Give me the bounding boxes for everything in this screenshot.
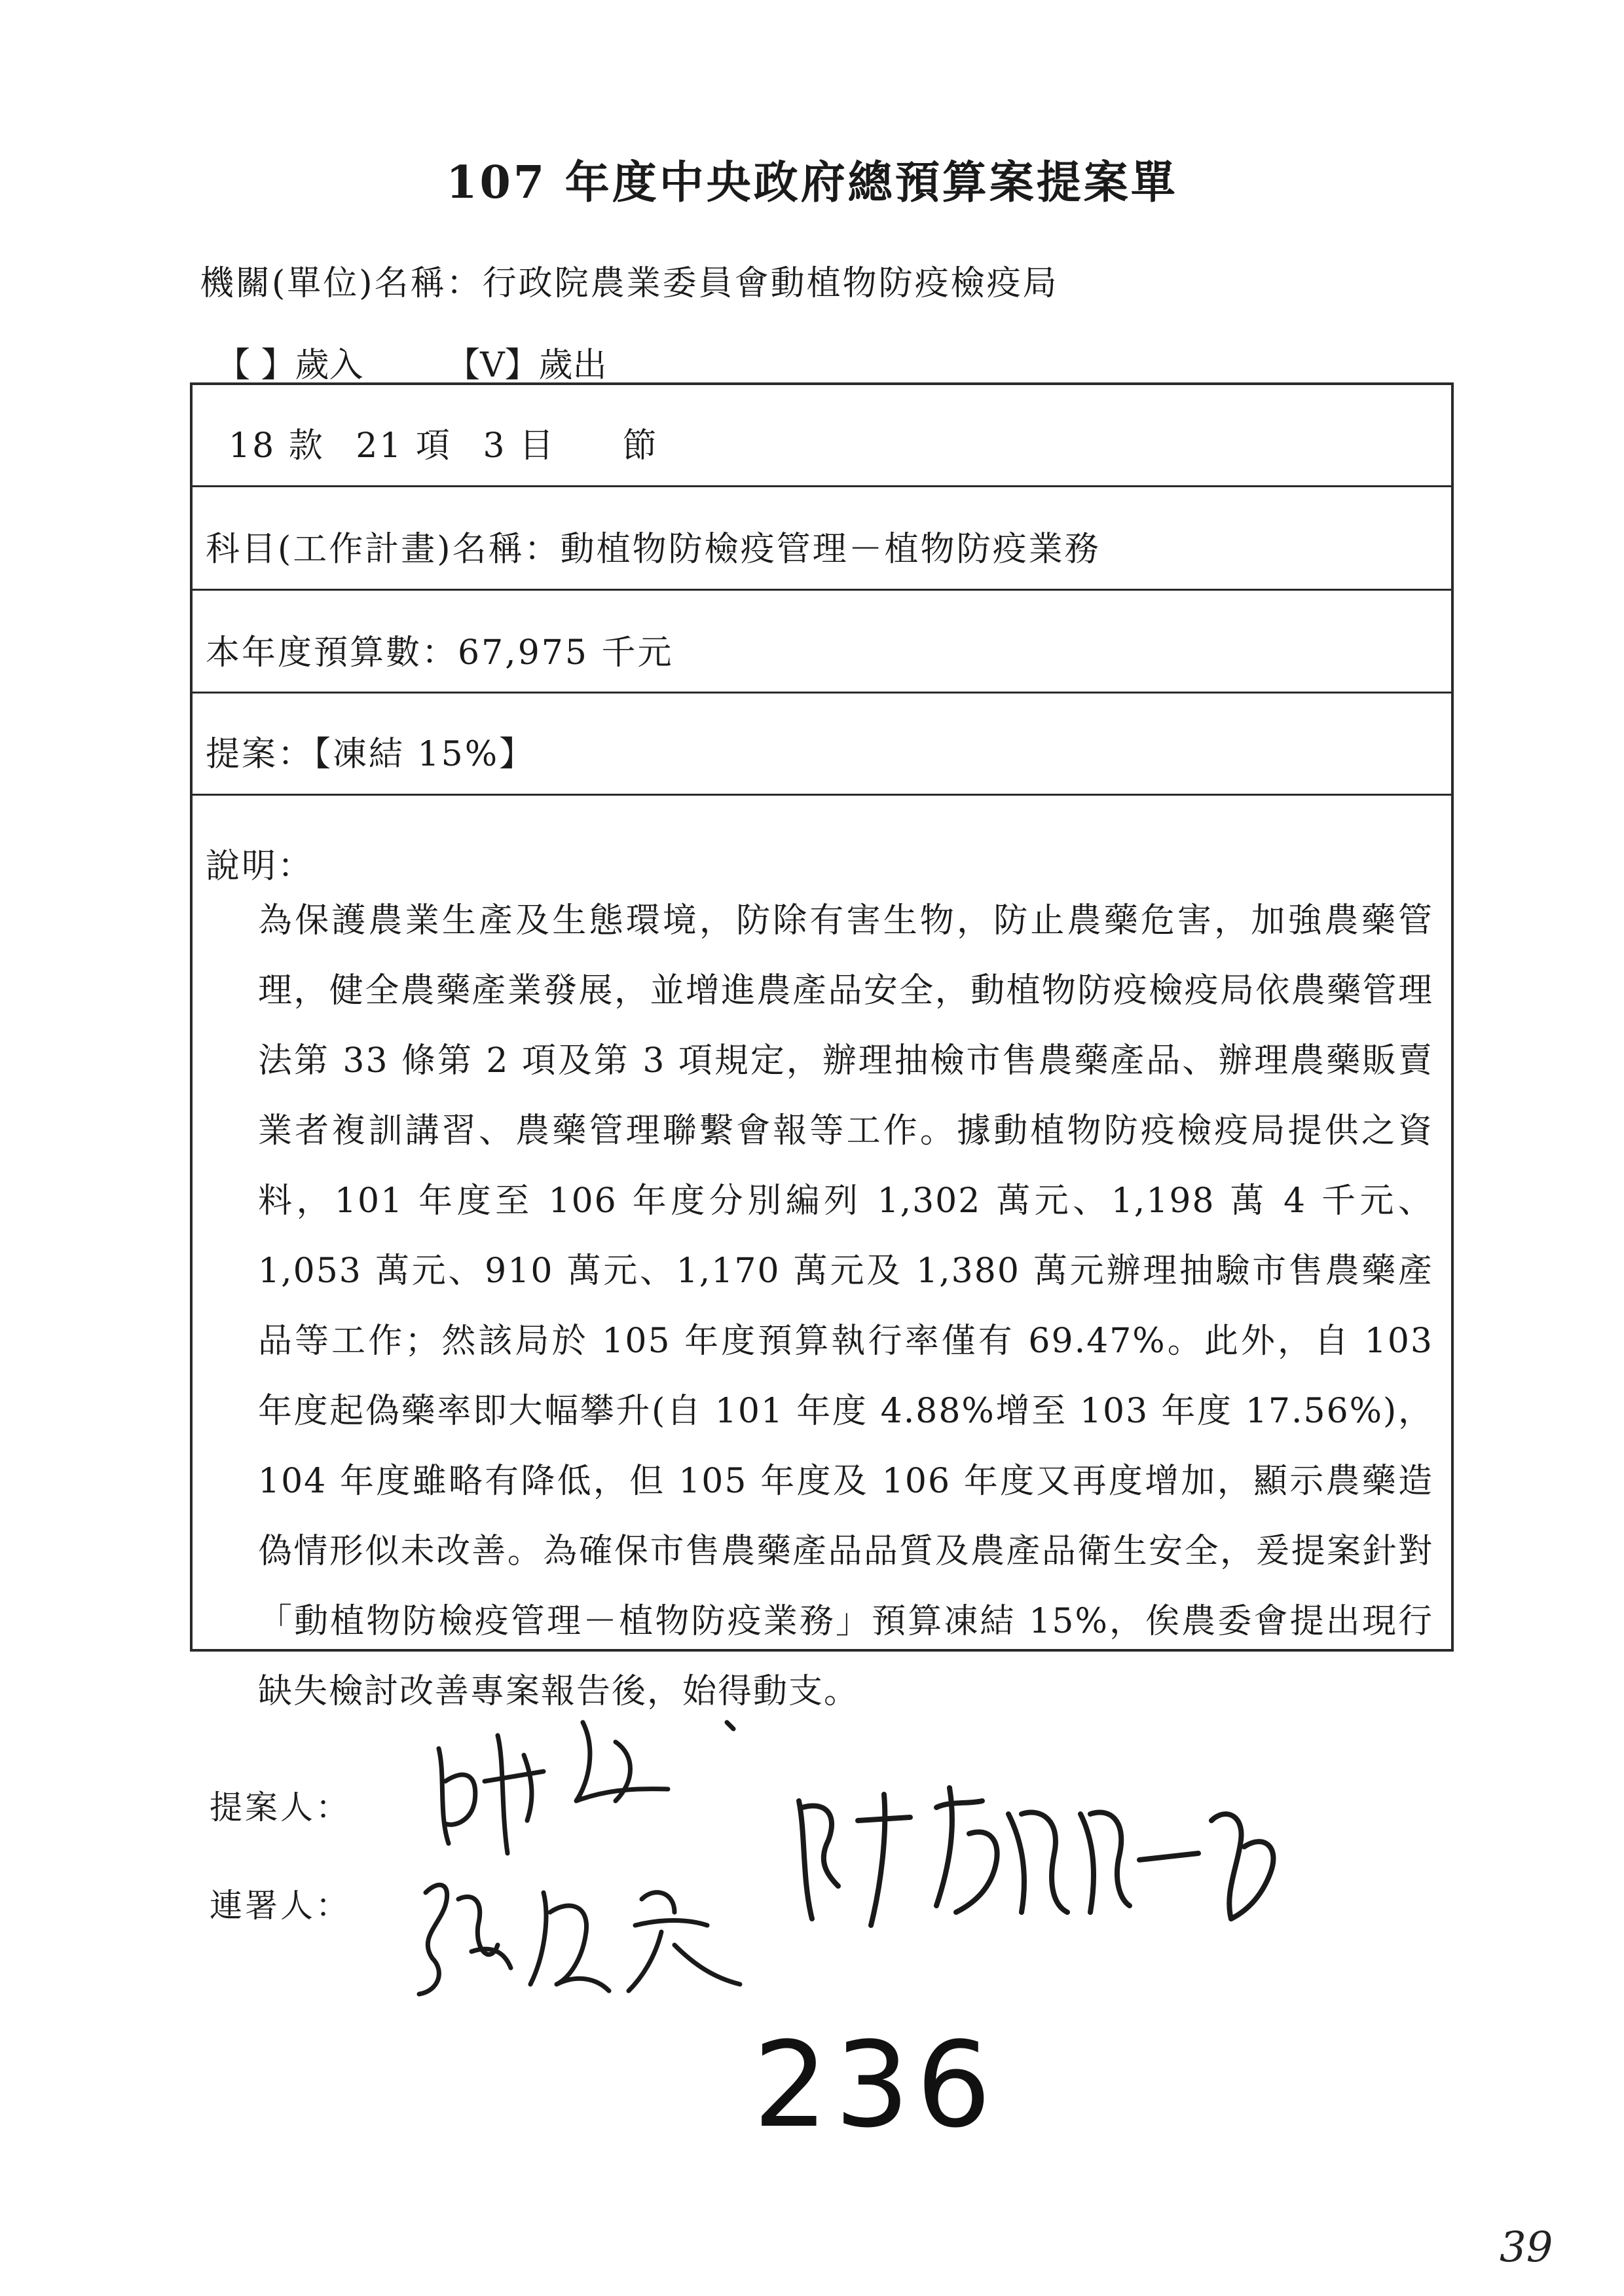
proposer-signature	[419, 1703, 760, 1866]
cosigner-label: 連署人：	[210, 1887, 351, 1925]
explanation-heading: 說明：	[206, 847, 314, 886]
code-xiang: 21 項	[356, 426, 452, 466]
proposal-table	[190, 382, 1454, 1711]
cosigner-signature-1	[399, 1853, 766, 2010]
revenue-option: 【 】歲入	[216, 346, 363, 385]
budget-amount: 本年度預算數：67,975 千元	[206, 633, 674, 673]
subject-name: 科目(工作計畫)名稱：動植物防檢疫管理－植物防疫業務	[206, 530, 1101, 569]
code-mu: 3 目	[483, 426, 556, 466]
page-title: 107 年度中央政府總預算案提案單	[446, 157, 1178, 209]
explanation-body: 為保護農業生產及生態環境，防除有害生物，防止農藥危害，加強農藥管理，健全農藥產業發展，並增進農產品安全，動植物防疫檢疫局依農藥管理法第 33 條第 2 項及第 3 項規定，辦理抽檢市售農藥產品、辦理農藥販賣業者複訓講習、農藥管理聯繫會報等工作。據動植物防疫檢疫局提供之資料，101 年度至 106 年度分別編列 1,302 萬元、1,198 萬 4 千元、1,053 萬元、910 萬元、1,170 萬元及 1,380 萬元辦理抽驗市售農藥產品等工作；然該局於 105 年度預算執行率僅有 69.47%。此外，自 103 年度起偽藥率即大幅攀升(自 101 年度 4.88%增至 103 年度 17.56%)，104 年度雖略有降低，但 105 年度及 106 年度又再度增加，顯示農藥造偽情形似未改善。為確保市售農藥產品品質及農產品衛生安全，爰提案針對「動植物防檢疫管理－植物防疫業務」預算凍結 15%，俟農委會提出現行缺失檢討改善專案報告後，始得動支。	[258, 901, 1433, 1711]
page-number: 39	[1500, 2223, 1553, 2272]
budget-amount-row	[193, 591, 1451, 694]
proposer-label: 提案人：	[210, 1788, 351, 1826]
proposal-action: 提案：【凍結 15%】	[206, 735, 536, 774]
expenditure-option: 【V】歲出	[446, 346, 607, 385]
code-kuan: 18 款	[229, 426, 325, 466]
agency-line: 機關(單位)名稱：行政院農業委員會動植物防疫檢疫局	[200, 264, 1059, 303]
cosigner-signature-2	[773, 1762, 1297, 1958]
budget-code-row	[193, 385, 1451, 487]
proposal-row	[193, 694, 1451, 796]
subject-row	[193, 487, 1451, 591]
code-jie: 節	[622, 426, 659, 466]
budget-type-row	[216, 337, 607, 386]
budget-code	[229, 418, 677, 467]
handwritten-number: 236	[753, 2017, 998, 2154]
